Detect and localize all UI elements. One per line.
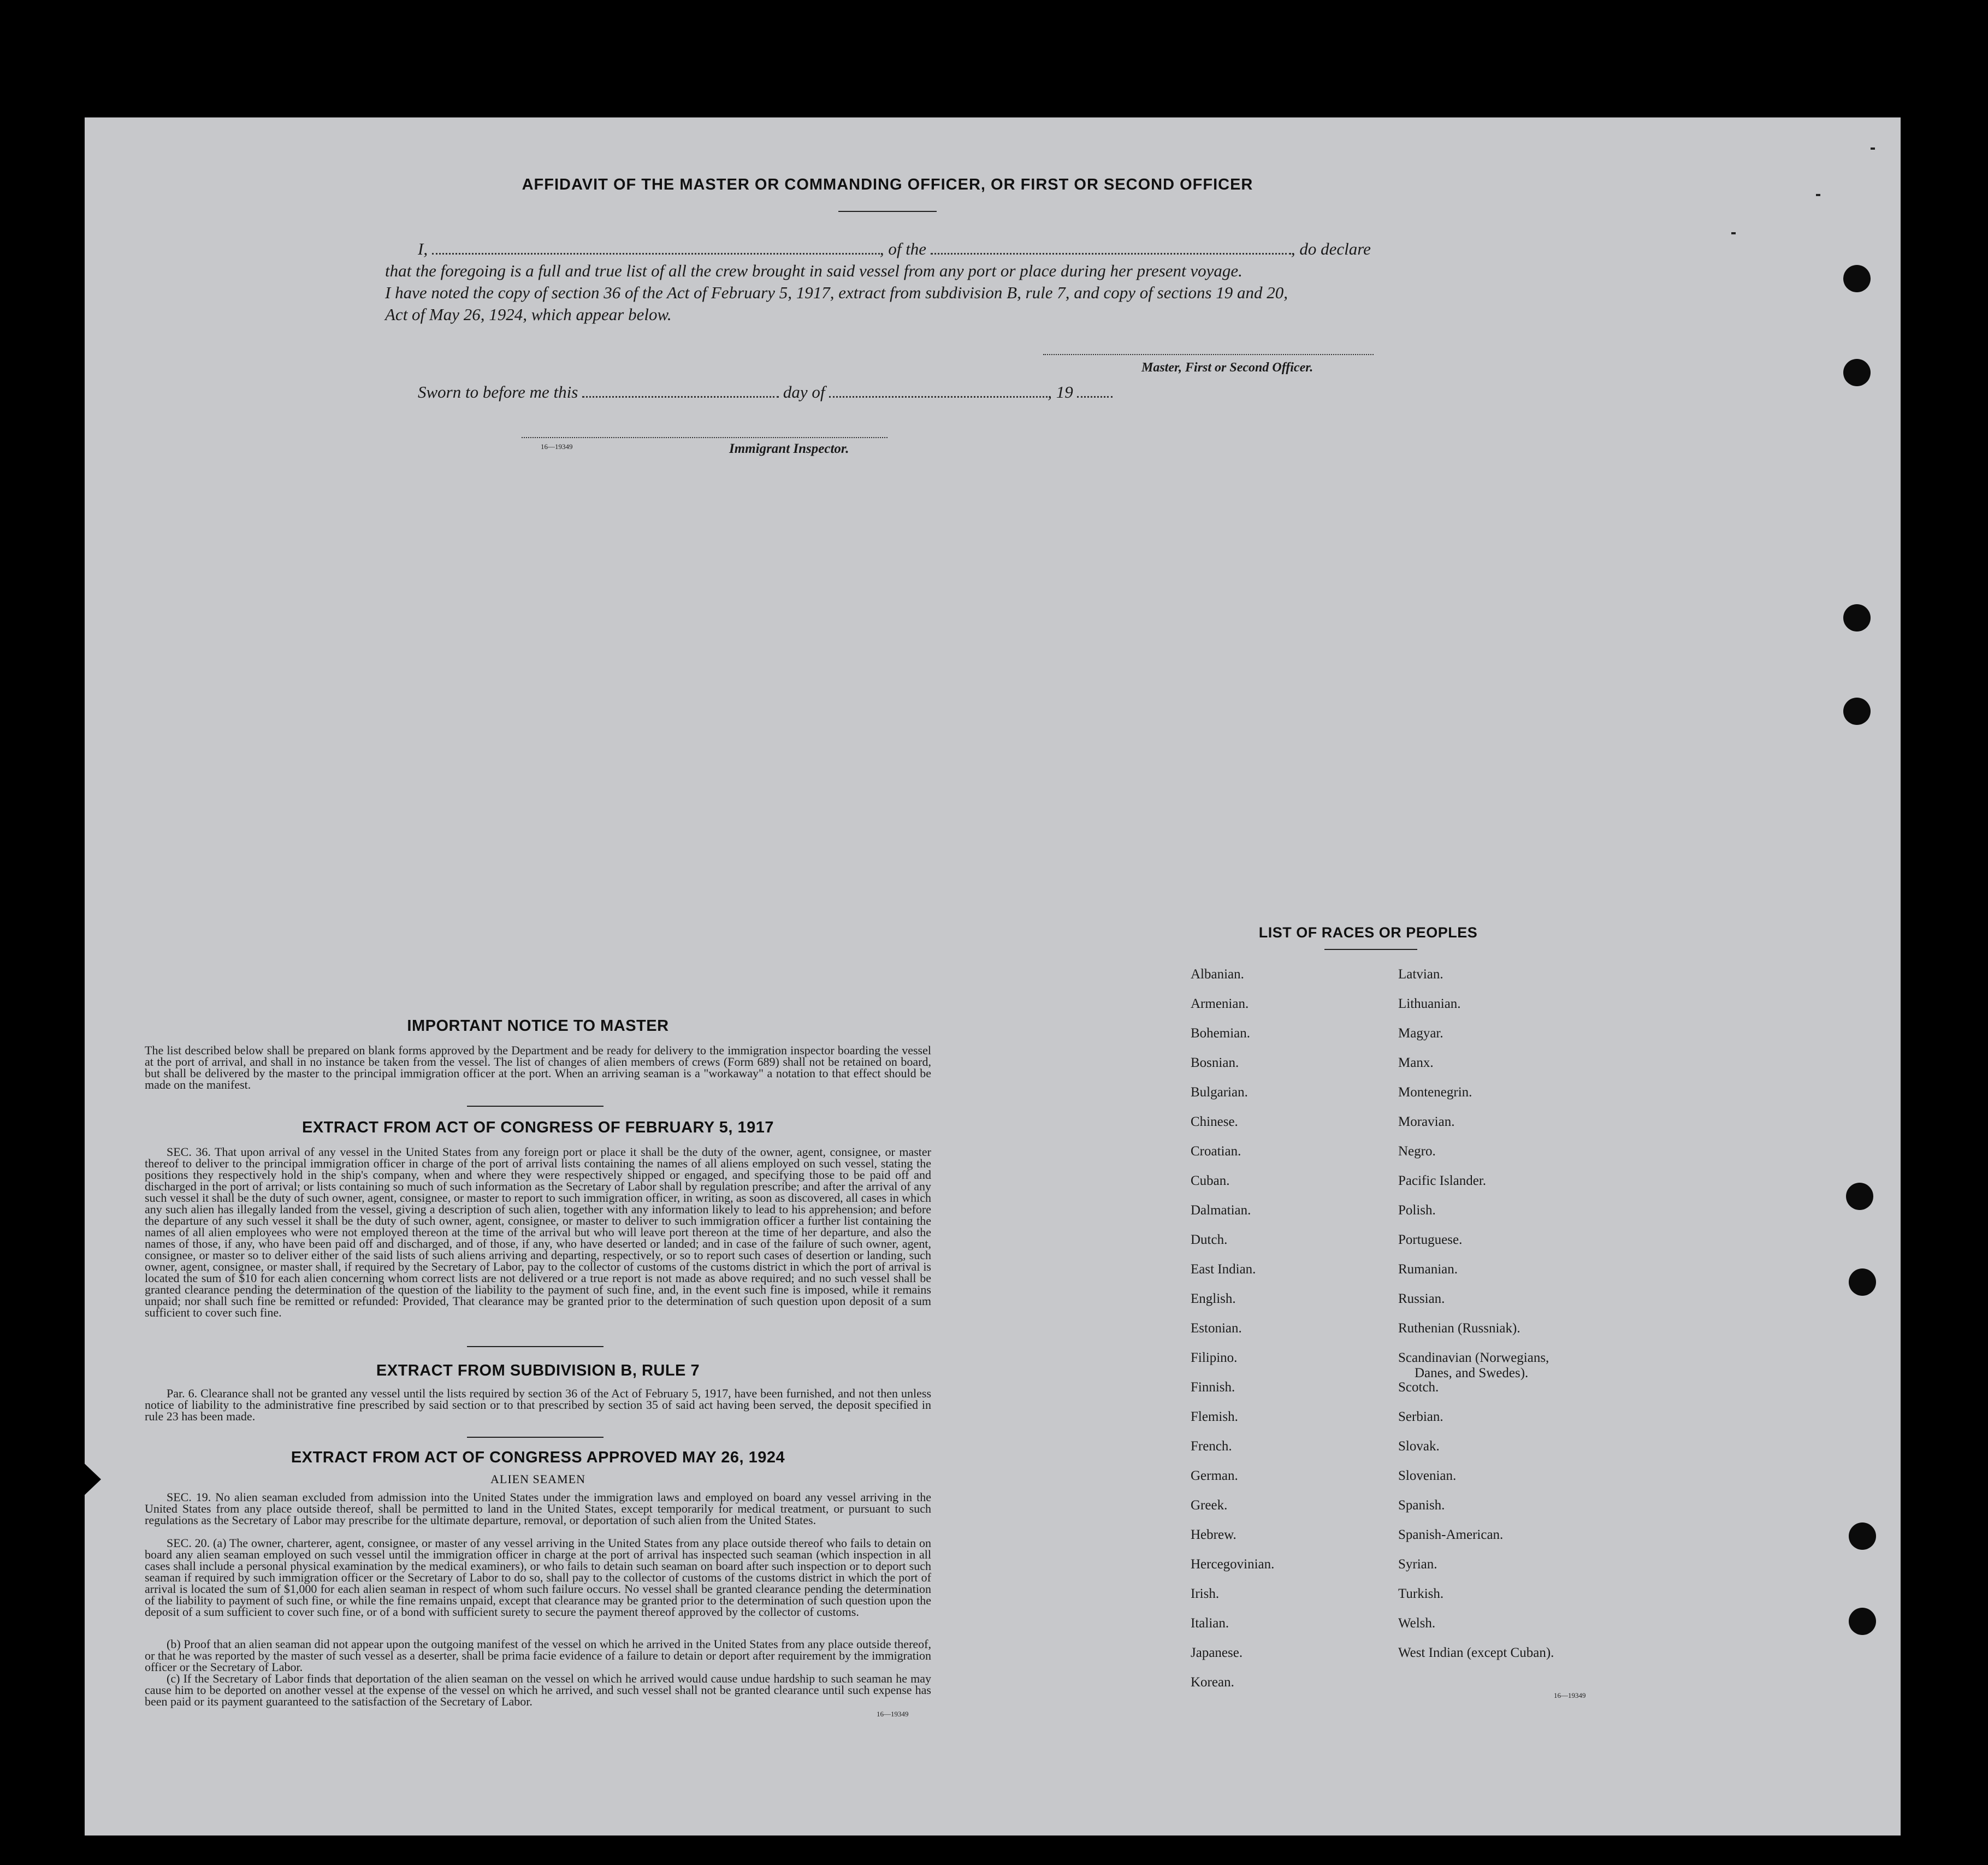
notice-title: IMPORTANT NOTICE TO MASTER bbox=[407, 1017, 669, 1035]
vessel-label: , of the bbox=[879, 239, 927, 258]
race-item: Croatian. bbox=[1191, 1144, 1241, 1159]
race-item: East Indian. bbox=[1191, 1262, 1256, 1277]
race-item: Albanian. bbox=[1191, 967, 1244, 982]
race-item: French. bbox=[1191, 1439, 1232, 1454]
affidavit-form-number: 16—19349 bbox=[541, 442, 573, 451]
race-item: Hebrew. bbox=[1191, 1527, 1236, 1542]
vessel-name-field[interactable] bbox=[931, 253, 1291, 255]
race-item: Spanish. bbox=[1398, 1498, 1445, 1513]
race-item: German. bbox=[1191, 1468, 1238, 1483]
race-item: Ruthenian (Russniak). bbox=[1398, 1321, 1520, 1336]
race-item: Dutch. bbox=[1191, 1232, 1228, 1247]
notice-text: The list described below shall be prepared on blank forms approved by the Department and be ready for delivery to the immigration inspector boarding the vessel at the port of arrival, and shall in no instance be taken from the vessel. The list of changes of alien members of crews (Form 689) shall not be retained on board, but shall be delivered by the master to the principal immigration officer at the port. When an arriving seaman is a "workaway" a notation to that effect should be made on the manifest. bbox=[145, 1043, 931, 1091]
race-item: Welsh. bbox=[1398, 1616, 1436, 1631]
extract-1917-title: EXTRACT FROM ACT OF CONGRESS OF FEBRUARY 5, 1917 bbox=[301, 1119, 774, 1136]
sworn-label: Sworn to before me this bbox=[418, 382, 578, 402]
race-item: Scandinavian (Norwegians, bbox=[1398, 1350, 1549, 1365]
race-item: Montenegrin. bbox=[1398, 1085, 1472, 1100]
speck bbox=[1871, 147, 1875, 150]
race-item: Pacific Islander. bbox=[1398, 1173, 1487, 1188]
race-item: Armenian. bbox=[1191, 996, 1249, 1011]
sworn-day-field[interactable] bbox=[582, 396, 779, 398]
race-item: Chinese. bbox=[1191, 1114, 1238, 1129]
declarant-name-field[interactable] bbox=[432, 253, 880, 255]
race-item: Moravian. bbox=[1398, 1114, 1455, 1129]
race-item: Hercegovinian. bbox=[1191, 1557, 1275, 1572]
race-item: Negro. bbox=[1398, 1144, 1436, 1159]
extract-1917-text: SEC. 36. That upon arrival of any vessel in the United States from any foreign port or place it shall be the duty of the owner, agent, consignee, or master thereof to deliver to the principal immigration officer in charge of the port of arrival lists containing the names of all aliens employed on such vessel, stating the positions they respectively hold in the ship's company, when and where they were respectively shipped or engaged, and specifying those to be paid off and discharged in the port of arrival; or lists containing so much of such information as the Secretary of Labor shall by regulation prescribe; and after the arrival of any such vessel it shall be the duty of such owner, agent, consignee, or master to report to such immigration officer, in writing, as soon as discovered, all cases in which any such alien has illegally landed from the vessel, giving a description of such alien, together with any information likely to lead to his apprehension; and before the departure of any such vessel it shall be the duty of such owner, agent, consignee, or master to deliver to such immigration officer a further list containing the names of all alien employees who were not employed thereon at the time of the arrival but who will leave port thereon at the time of her departure, and also the names of those, if any, who have been paid off and discharged, and of those, if any, who have deserted or landed; and in case of the failure of such owner, agent, consignee, or master so to deliver either of the said lists of such aliens arriving and departing, respectively, or so to report such cases of desertion or landing, such owner, agent, consignee, or master shall, if required by the Secretary of Labor, pay to the collector of customs of the customs district in which the port of arrival is located the sum of $10 for each alien concerning whom correct lists are not delivered or a true report is not made as above required; and no such vessel shall be granted clearance pending the determination of the question of the liability to the payment of such fine, and, in the event such fine is imposed, while it remains unpaid; nor shall such fine be remitted or refunded: Provided, That clearance may be granted prior to the determination of such question upon deposit of a sum sufficient to cover such fine. bbox=[145, 1145, 931, 1319]
title-rule bbox=[838, 211, 937, 212]
speck bbox=[1816, 194, 1820, 196]
extract-1917-rule bbox=[467, 1346, 603, 1347]
race-item: Manx. bbox=[1398, 1055, 1434, 1070]
race-item: Spanish-American. bbox=[1398, 1527, 1504, 1542]
race-item: Dalmatian. bbox=[1191, 1203, 1251, 1218]
master-signature-field[interactable] bbox=[1043, 354, 1374, 355]
alien-seamen-subtitle: ALIEN SEAMEN bbox=[490, 1472, 585, 1486]
race-item: Magyar. bbox=[1398, 1026, 1443, 1041]
sec20b-text: (b) Proof that an alien seaman did not appear upon the outgoing manifest of the vessel on which he arrived in the United States from any place outside thereof, or that he was reported by the master of such vessel as a deserter, shall be prima facie evidence of a failure to detain or deport after requirement by the immigration officer or the Secretary of Labor. bbox=[145, 1637, 931, 1674]
race-item: Bulgarian. bbox=[1191, 1085, 1248, 1100]
race-item: English. bbox=[1191, 1291, 1236, 1306]
affidavit-line4: Act of May 26, 1924, which appear below. bbox=[385, 305, 672, 324]
punch-hole bbox=[1843, 698, 1871, 725]
punch-hole bbox=[1843, 265, 1871, 292]
sec20a-text: SEC. 20. (a) The owner, charterer, agent, consignee, or master of any vessel arriving in the United States from any place outside thereof who fails to detain on board any alien seaman employed on such vessel until the immigration officer in charge at the port of arrival has inspected such seaman (which inspection in all cases shall include a personal physical examination by the medical examiners), or who fails to detain such seaman on board after such inspection or to deport such seaman if required by such immigration officer or the Secretary of Labor to do so, shall pay to the collector of customs of the customs district in which the port of arrival is located the sum of $1,000 for each alien seaman in respect of whom such failure occurs. No vessel shall be granted clearance pending the determination of the liability to payment of such fine, or while the fine remains unpaid, except that clearance may be granted prior to the determination of such question upon the deposit of a sum sufficient to cover such fine, or of a bond with sufficient surety to secure the payment thereof approved by the collector of customs. bbox=[145, 1536, 931, 1619]
race-item: Estonian. bbox=[1191, 1321, 1242, 1336]
punch-hole bbox=[1843, 359, 1871, 386]
race-item: Rumanian. bbox=[1398, 1262, 1458, 1277]
affidavit-line2: that the foregoing is a full and true list of all the crew brought in said vessel from any port or place during her present voyage. bbox=[385, 261, 1242, 280]
races-title: LIST OF RACES OR PEOPLES bbox=[1258, 924, 1478, 941]
race-item: Cuban. bbox=[1191, 1173, 1230, 1188]
race-item: Flemish. bbox=[1191, 1409, 1238, 1424]
punch-hole bbox=[1849, 1268, 1876, 1296]
race-item: Russian. bbox=[1398, 1291, 1445, 1306]
punch-hole bbox=[1846, 1183, 1873, 1210]
day-of-label: day of bbox=[783, 382, 825, 402]
race-item: Slovenian. bbox=[1398, 1468, 1457, 1483]
sec19-text: SEC. 19. No alien seaman excluded from admission into the United States under the immigration laws and employed on board any vessel arriving in the United States from any place outside thereof, shall be permitted to land in the United States, except temporarily for medical treatment, or pursuant to such regulations as the Secretary of Labor may prescribe for the ultimate departure, removal, or deportation of such alien from the United States. bbox=[145, 1490, 931, 1527]
declare-label: , do declare bbox=[1291, 239, 1371, 258]
race-item: Finnish. bbox=[1191, 1380, 1235, 1395]
rule7-text: Par. 6. Clearance shall not be granted any vessel until the lists required by section 36 of the Act of February 5, 1917, have been furnished, and not then unless notice of liability to the administrative fine prescribed by said section or to that prescribed by section 35 of said act having been served, the deposit specified in rule 23 has been made. bbox=[145, 1386, 931, 1423]
punch-hole bbox=[1843, 604, 1871, 631]
affidavit-line3: I have noted the copy of section 36 of the Act of February 5, 1917, extract from subdivision B, rule 7, and copy of sections 19 and 20, bbox=[385, 283, 1288, 302]
race-item: Irish. bbox=[1191, 1586, 1220, 1601]
race-item: Japanese. bbox=[1191, 1645, 1243, 1660]
notice-rule bbox=[467, 1106, 603, 1107]
races-form-number: 16—19349 bbox=[1554, 1691, 1586, 1699]
extract-form-number: 16—19349 bbox=[877, 1710, 909, 1718]
race-item: Lithuanian. bbox=[1398, 996, 1461, 1011]
race-item: Korean. bbox=[1191, 1675, 1234, 1690]
speck bbox=[1731, 232, 1736, 234]
race-item: Italian. bbox=[1191, 1616, 1229, 1631]
race-item: Greek. bbox=[1191, 1498, 1228, 1513]
race-item: Serbian. bbox=[1398, 1409, 1443, 1424]
race-item: Filipino. bbox=[1191, 1350, 1238, 1365]
year-label: , 19 bbox=[1048, 382, 1073, 402]
affidavit-line1 bbox=[418, 238, 1401, 259]
race-item: Slovak. bbox=[1398, 1439, 1440, 1454]
punch-hole bbox=[1849, 1608, 1876, 1635]
punch-hole bbox=[1849, 1522, 1876, 1550]
race-item: Latvian. bbox=[1398, 967, 1443, 982]
declarant-label: I, bbox=[418, 239, 428, 258]
sec20c-text: (c) If the Secretary of Labor finds that deportation of the alien seaman on the vessel on which he arrived would cause undue hardship to such seaman he may cause him to be deported on another vessel at the expense of the vessel on which he arrived, and such vessel shall not be granted clearance until such expense has been paid or its payment guaranteed to the satisfaction of the Secretary of Labor. bbox=[145, 1672, 931, 1708]
race-item: Turkish. bbox=[1398, 1586, 1444, 1601]
affidavit-title: AFFIDAVIT OF THE MASTER OR COMMANDING OFFICER, OR FIRST OR SECOND OFFICER bbox=[522, 176, 1253, 193]
race-item: Scotch. bbox=[1398, 1380, 1439, 1395]
race-item: Polish. bbox=[1398, 1203, 1436, 1218]
sworn-line bbox=[418, 381, 1182, 403]
torn-edge bbox=[79, 1459, 101, 1500]
inspector-label: Immigrant Inspector. bbox=[729, 441, 849, 456]
sworn-month-field[interactable] bbox=[829, 396, 1048, 398]
rule7-rule bbox=[467, 1437, 603, 1438]
race-item: Portuguese. bbox=[1398, 1232, 1463, 1247]
race-item: West Indian (except Cuban). bbox=[1398, 1645, 1554, 1660]
race-item: Bosnian. bbox=[1191, 1055, 1239, 1070]
race-item: Bohemian. bbox=[1191, 1026, 1251, 1041]
rule7-title: EXTRACT FROM SUBDIVISION B, RULE 7 bbox=[376, 1362, 700, 1379]
master-signature-label: Master, First or Second Officer. bbox=[1141, 361, 1313, 375]
sworn-year-field[interactable] bbox=[1077, 396, 1113, 398]
races-rule bbox=[1324, 949, 1417, 950]
race-item: Danes, and Swedes). bbox=[1415, 1366, 1529, 1380]
race-item: Syrian. bbox=[1398, 1557, 1437, 1572]
extract-1924-title: EXTRACT FROM ACT OF CONGRESS APPROVED MAY 26, 1924 bbox=[291, 1449, 785, 1466]
